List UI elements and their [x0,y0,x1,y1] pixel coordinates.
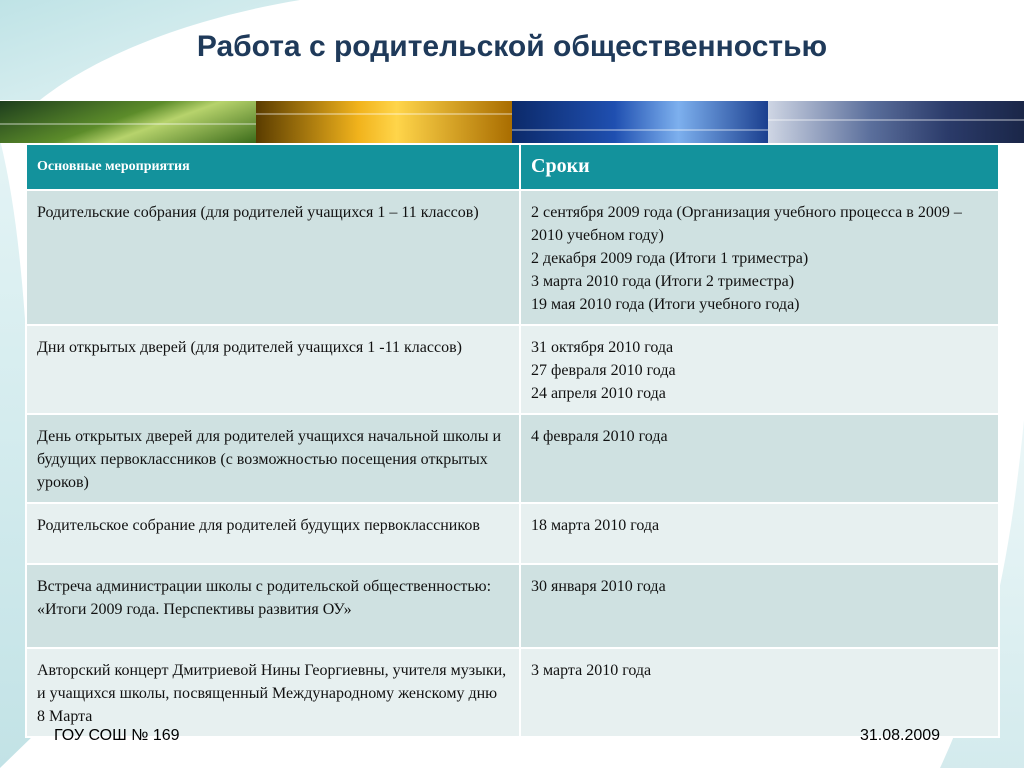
banner-image-nature [0,101,256,143]
dates-cell [520,414,999,503]
date-line: 27 февраля 2010 года [531,362,676,379]
event-cell: Встреча администрации школы с родительской общественностью: «Итоги 2009 года. Перспективы развития ОУ» [26,564,520,648]
dates-cell [520,503,999,564]
header-dates: Сроки [520,144,999,190]
date-line: 4 февраля 2010 года [531,428,668,445]
table-header-row [26,144,999,190]
event-cell: День открытых дверей для родителей учащихся начальной школы и будущих первоклассников (с возможностью посещения открытых уроков) [26,414,520,503]
table-row [26,503,999,564]
banner-image-lab [512,101,768,143]
event-cell: Дни открытых дверей (для родителей учащихся 1 -11 классов) [26,325,520,414]
date-line: 3 марта 2010 года (Итоги 2 триместра) [531,273,795,290]
footer-school: ГОУ СОШ № 169 [54,727,180,744]
footer-date: 31.08.2009 [860,727,941,744]
table-row [26,648,999,737]
events-table [25,143,1000,738]
date-line: 31 октября 2010 года [531,339,674,356]
date-line: 2 декабря 2009 года (Итоги 1 триместра) [531,250,809,267]
date-line: 3 марта 2010 года [531,662,652,679]
dates-cell [520,325,999,414]
date-line: 30 января 2010 года [531,578,666,595]
banner-image-keyboard [768,101,1024,143]
event-cell: Авторский концерт Дмитриевой Нины Георгиевны, учителя музыки, и учащихся школы, посвященный Международному женскому дню 8 Марта [26,648,520,737]
date-line: 19 мая 2010 года (Итоги учебного года) [531,296,800,313]
header-events: Основные мероприятия [26,144,520,190]
event-cell: Родительское собрание для родителей будущих первоклассников [26,503,520,564]
date-line: 2 сентября 2009 года (Организация учебного процесса в 2009 – 2010 учебном году) [531,204,962,244]
table-row [26,414,999,503]
table-row [26,325,999,414]
dates-cell [520,564,999,648]
dates-cell [520,190,999,325]
image-banner [0,101,1024,143]
banner-image-gears [256,101,512,143]
date-line: 18 марта 2010 года [531,517,660,534]
slide-title: Работа с родительской общественностью [196,30,828,63]
table-row [26,190,999,325]
dates-cell [520,648,999,737]
table-row [26,564,999,648]
event-cell: Родительские собрания (для родителей учащихся 1 – 11 классов) [26,190,520,325]
date-line: 24 апреля 2010 года [531,385,666,402]
